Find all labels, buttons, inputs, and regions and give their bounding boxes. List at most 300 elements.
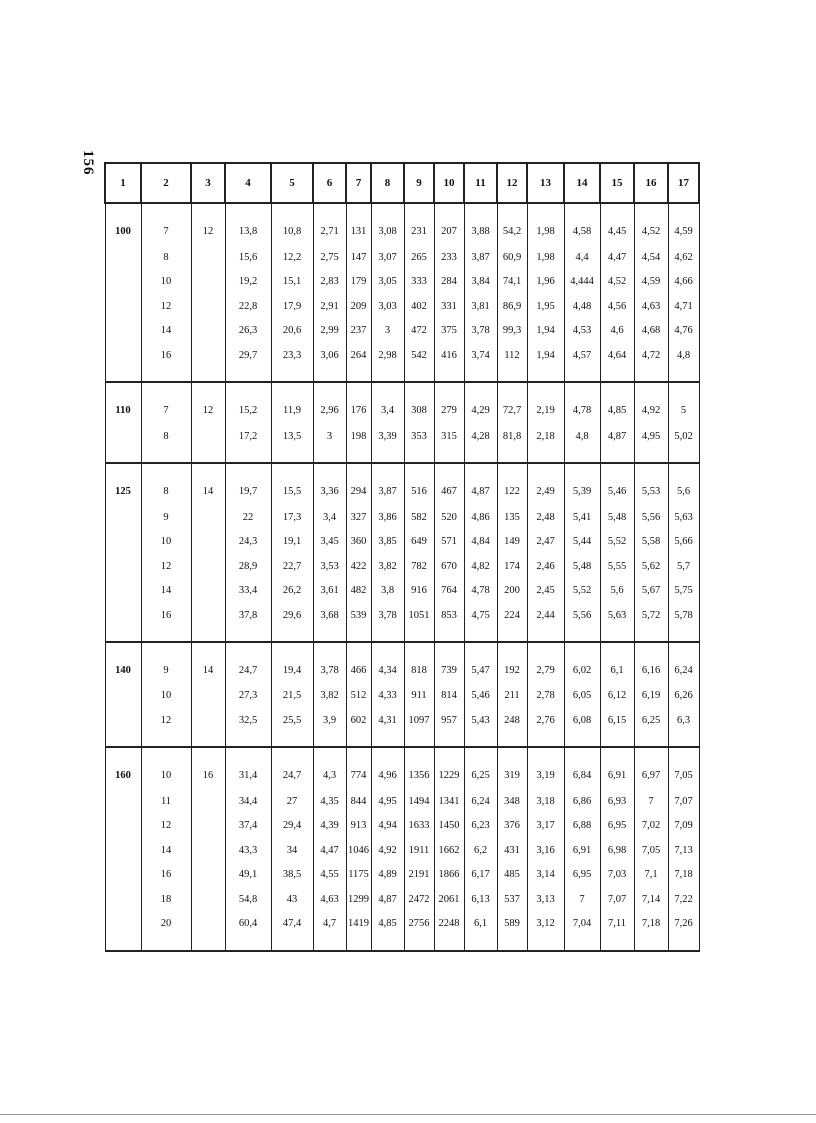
table-cell: 3,82 xyxy=(313,684,346,709)
table-cell-col3 xyxy=(191,319,225,344)
table-cell: 360 xyxy=(346,530,371,555)
table-cell: 485 xyxy=(497,863,527,888)
table-row xyxy=(105,814,699,839)
table-cell-col3 xyxy=(191,888,225,913)
table-cell: 19,1 xyxy=(271,530,313,555)
table-cell: 5,58 xyxy=(634,530,668,555)
table-cell: 911 xyxy=(404,684,434,709)
table-cell: 1,98 xyxy=(527,246,564,271)
table-cell: 86,9 xyxy=(497,295,527,320)
table-cell: 27,3 xyxy=(225,684,271,709)
table-cell-col1: 140 xyxy=(105,642,141,685)
table-row xyxy=(105,530,699,555)
table-cell: 5,7 xyxy=(668,555,699,580)
table-cell-col2: 12 xyxy=(141,709,191,747)
table-cell: 602 xyxy=(346,709,371,747)
table-row xyxy=(105,912,699,951)
table-cell: 131 xyxy=(346,203,371,246)
table-cell: 6,12 xyxy=(600,684,634,709)
table-cell: 20,6 xyxy=(271,319,313,344)
table-cell-col3 xyxy=(191,530,225,555)
table-cell: 818 xyxy=(404,642,434,685)
table-cell: 6,08 xyxy=(564,709,600,747)
table-cell: 4,85 xyxy=(600,382,634,425)
table-cell: 200 xyxy=(497,579,527,604)
table-cell-col3 xyxy=(191,912,225,951)
table-cell-col2: 8 xyxy=(141,425,191,463)
table-cell-col2: 12 xyxy=(141,295,191,320)
table-cell: 1,96 xyxy=(527,270,564,295)
table-cell: 5,62 xyxy=(634,555,668,580)
table-cell: 207 xyxy=(434,203,464,246)
table-cell-col2: 16 xyxy=(141,604,191,642)
table-cell-col3: 12 xyxy=(191,203,225,246)
table-cell: 4,78 xyxy=(564,382,600,425)
table-cell: 1494 xyxy=(404,790,434,815)
table-cell: 4,34 xyxy=(371,642,404,685)
table-cell: 670 xyxy=(434,555,464,580)
table-cell: 231 xyxy=(404,203,434,246)
table-cell: 1341 xyxy=(434,790,464,815)
table-cell-col1 xyxy=(105,506,141,531)
table-cell: 7,04 xyxy=(564,912,600,951)
table-row xyxy=(105,888,699,913)
column-header: 5 xyxy=(271,163,313,203)
table-cell: 3,18 xyxy=(527,790,564,815)
table-cell-col2: 14 xyxy=(141,319,191,344)
table-cell: 2,71 xyxy=(313,203,346,246)
table-cell: 2,44 xyxy=(527,604,564,642)
table-cell: 4,78 xyxy=(464,579,497,604)
table-cell-col3 xyxy=(191,270,225,295)
table-cell: 3,87 xyxy=(371,463,404,506)
table-cell: 3,14 xyxy=(527,863,564,888)
table-cell: 265 xyxy=(404,246,434,271)
table-cell: 211 xyxy=(497,684,527,709)
table-cell: 7,09 xyxy=(668,814,699,839)
table-cell: 5,43 xyxy=(464,709,497,747)
table-row xyxy=(105,246,699,271)
table-cell: 1,94 xyxy=(527,319,564,344)
table-cell: 3,84 xyxy=(464,270,497,295)
table-cell: 2,75 xyxy=(313,246,346,271)
table-cell: 3,61 xyxy=(313,579,346,604)
table-cell: 512 xyxy=(346,684,371,709)
table-cell: 4,33 xyxy=(371,684,404,709)
table-cell-col2: 9 xyxy=(141,506,191,531)
table-cell: 5,56 xyxy=(564,604,600,642)
table-cell: 327 xyxy=(346,506,371,531)
table-cell: 2,48 xyxy=(527,506,564,531)
table-cell: 1046 xyxy=(346,839,371,864)
column-header: 13 xyxy=(527,163,564,203)
table-row xyxy=(105,295,699,320)
table-cell: 539 xyxy=(346,604,371,642)
table-cell: 7,18 xyxy=(668,863,699,888)
table-cell-col2: 9 xyxy=(141,642,191,685)
table-cell: 43,3 xyxy=(225,839,271,864)
table-cell: 3,86 xyxy=(371,506,404,531)
table-cell: 176 xyxy=(346,382,371,425)
table-cell: 1633 xyxy=(404,814,434,839)
table-cell: 4,8 xyxy=(668,344,699,382)
table-cell: 4,39 xyxy=(313,814,346,839)
table-cell: 5,48 xyxy=(600,506,634,531)
table-cell: 739 xyxy=(434,642,464,685)
table-cell: 6,93 xyxy=(600,790,634,815)
table-cell: 26,2 xyxy=(271,579,313,604)
table-cell: 6,25 xyxy=(634,709,668,747)
table-cell: 3,39 xyxy=(371,425,404,463)
table-cell: 4,58 xyxy=(564,203,600,246)
table-cell: 60,4 xyxy=(225,912,271,951)
table-cell: 5,48 xyxy=(564,555,600,580)
table-cell: 5,53 xyxy=(634,463,668,506)
table-cell: 54,8 xyxy=(225,888,271,913)
table-cell: 1097 xyxy=(404,709,434,747)
table-row xyxy=(105,319,699,344)
table-cell-col1: 160 xyxy=(105,747,141,790)
table-cell: 4,62 xyxy=(668,246,699,271)
table-row xyxy=(105,863,699,888)
table-cell: 467 xyxy=(434,463,464,506)
table-cell: 4,57 xyxy=(564,344,600,382)
table-cell: 2,83 xyxy=(313,270,346,295)
table-cell-col2: 10 xyxy=(141,530,191,555)
table-cell: 542 xyxy=(404,344,434,382)
table-cell: 6,24 xyxy=(668,642,699,685)
table-cell-col2: 10 xyxy=(141,747,191,790)
table-cell: 264 xyxy=(346,344,371,382)
table-cell-col2: 14 xyxy=(141,839,191,864)
table-cell: 1450 xyxy=(434,814,464,839)
column-header: 12 xyxy=(497,163,527,203)
table-cell: 4,92 xyxy=(634,382,668,425)
table-cell: 17,2 xyxy=(225,425,271,463)
table-cell: 5,66 xyxy=(668,530,699,555)
table-cell: 3,06 xyxy=(313,344,346,382)
table-cell: 333 xyxy=(404,270,434,295)
table-cell: 6,23 xyxy=(464,814,497,839)
table-cell: 4,31 xyxy=(371,709,404,747)
table-cell: 1051 xyxy=(404,604,434,642)
table-cell: 17,3 xyxy=(271,506,313,531)
table-cell: 7,26 xyxy=(668,912,699,951)
table-cell-col2: 16 xyxy=(141,344,191,382)
table-cell: 3 xyxy=(313,425,346,463)
table-cell: 15,1 xyxy=(271,270,313,295)
table-cell: 5,41 xyxy=(564,506,600,531)
table-cell: 279 xyxy=(434,382,464,425)
table-cell: 4,47 xyxy=(600,246,634,271)
table-cell: 4,6 xyxy=(600,319,634,344)
table-cell: 112 xyxy=(497,344,527,382)
table-cell: 122 xyxy=(497,463,527,506)
table-cell: 248 xyxy=(497,709,527,747)
table-cell: 6,13 xyxy=(464,888,497,913)
table-cell: 2756 xyxy=(404,912,434,951)
table-cell: 782 xyxy=(404,555,434,580)
table-cell: 4,94 xyxy=(371,814,404,839)
table-cell: 3,03 xyxy=(371,295,404,320)
table-cell: 6,05 xyxy=(564,684,600,709)
table-cell: 6,25 xyxy=(464,747,497,790)
table-cell: 1,94 xyxy=(527,344,564,382)
table-cell: 4,64 xyxy=(600,344,634,382)
table-cell: 5 xyxy=(668,382,699,425)
column-header: 4 xyxy=(225,163,271,203)
table-cell: 24,3 xyxy=(225,530,271,555)
table-cell: 4,76 xyxy=(668,319,699,344)
table-cell: 6,15 xyxy=(600,709,634,747)
table-cell: 1662 xyxy=(434,839,464,864)
table-cell-col1 xyxy=(105,319,141,344)
table-cell: 7,13 xyxy=(668,839,699,864)
table-cell: 29,4 xyxy=(271,814,313,839)
table-cell-col3 xyxy=(191,344,225,382)
table-cell: 31,4 xyxy=(225,747,271,790)
table-row xyxy=(105,382,699,425)
table-cell: 4,68 xyxy=(634,319,668,344)
table-cell: 224 xyxy=(497,604,527,642)
table-cell: 814 xyxy=(434,684,464,709)
table-cell: 7,07 xyxy=(600,888,634,913)
table-cell: 4,7 xyxy=(313,912,346,951)
table-cell: 466 xyxy=(346,642,371,685)
column-header: 6 xyxy=(313,163,346,203)
table-cell-col3 xyxy=(191,295,225,320)
table-cell: 2,96 xyxy=(313,382,346,425)
table-cell: 209 xyxy=(346,295,371,320)
column-header: 10 xyxy=(434,163,464,203)
table-cell-col2: 10 xyxy=(141,270,191,295)
table-cell-col2: 7 xyxy=(141,203,191,246)
table-cell: 472 xyxy=(404,319,434,344)
table-cell: 2,99 xyxy=(313,319,346,344)
table-cell: 192 xyxy=(497,642,527,685)
table-cell: 4,54 xyxy=(634,246,668,271)
table-cell: 174 xyxy=(497,555,527,580)
table-cell-col3 xyxy=(191,709,225,747)
table-cell: 7,18 xyxy=(634,912,668,951)
table-cell: 149 xyxy=(497,530,527,555)
column-header: 7 xyxy=(346,163,371,203)
table-cell: 3,82 xyxy=(371,555,404,580)
table-cell: 3,45 xyxy=(313,530,346,555)
table-cell-col1 xyxy=(105,270,141,295)
table-cell: 29,6 xyxy=(271,604,313,642)
table-row xyxy=(105,463,699,506)
table-cell: 2,49 xyxy=(527,463,564,506)
table-cell: 5,39 xyxy=(564,463,600,506)
table-cell: 331 xyxy=(434,295,464,320)
table-cell: 5,46 xyxy=(600,463,634,506)
table-cell: 284 xyxy=(434,270,464,295)
table-row xyxy=(105,839,699,864)
table-cell: 32,5 xyxy=(225,709,271,747)
table-cell: 6,86 xyxy=(564,790,600,815)
table-cell: 19,2 xyxy=(225,270,271,295)
page-number: 156 xyxy=(80,150,96,176)
table-cell-col3: 16 xyxy=(191,747,225,790)
table-cell: 764 xyxy=(434,579,464,604)
table-cell: 6,19 xyxy=(634,684,668,709)
column-header: 2 xyxy=(141,163,191,203)
table-cell: 33,4 xyxy=(225,579,271,604)
table-cell-col2: 7 xyxy=(141,382,191,425)
table-cell-col1: 125 xyxy=(105,463,141,506)
table-cell: 3,68 xyxy=(313,604,346,642)
table-cell-col2: 16 xyxy=(141,863,191,888)
table-cell: 2,46 xyxy=(527,555,564,580)
table-cell-col3: 12 xyxy=(191,382,225,425)
table-cell-col1 xyxy=(105,246,141,271)
table-cell: 2,78 xyxy=(527,684,564,709)
table-cell-col1: 110 xyxy=(105,382,141,425)
table-cell: 2191 xyxy=(404,863,434,888)
table-cell: 6,98 xyxy=(600,839,634,864)
table-cell-col3 xyxy=(191,425,225,463)
table-cell: 4,86 xyxy=(464,506,497,531)
table-cell-col3 xyxy=(191,839,225,864)
table-cell: 147 xyxy=(346,246,371,271)
table-cell-col3 xyxy=(191,863,225,888)
table-cell: 3,78 xyxy=(371,604,404,642)
table-cell: 25,5 xyxy=(271,709,313,747)
table-row xyxy=(105,604,699,642)
table-cell: 2061 xyxy=(434,888,464,913)
column-header: 3 xyxy=(191,163,225,203)
table-cell: 3,85 xyxy=(371,530,404,555)
table-cell: 416 xyxy=(434,344,464,382)
table-cell: 233 xyxy=(434,246,464,271)
table-cell: 516 xyxy=(404,463,434,506)
table-cell-col3 xyxy=(191,814,225,839)
table-cell: 2,98 xyxy=(371,344,404,382)
table-row xyxy=(105,709,699,747)
table-cell: 913 xyxy=(346,814,371,839)
table-cell: 649 xyxy=(404,530,434,555)
table-cell-col3 xyxy=(191,506,225,531)
table-cell: 12,2 xyxy=(271,246,313,271)
table-cell: 7,05 xyxy=(668,747,699,790)
table-cell: 4,53 xyxy=(564,319,600,344)
table-cell: 198 xyxy=(346,425,371,463)
table-cell: 54,2 xyxy=(497,203,527,246)
table-cell: 6,91 xyxy=(564,839,600,864)
table-cell: 5,52 xyxy=(600,530,634,555)
table-cell: 26,3 xyxy=(225,319,271,344)
table-cell: 2,91 xyxy=(313,295,346,320)
table-cell: 34,4 xyxy=(225,790,271,815)
table-cell: 237 xyxy=(346,319,371,344)
table-cell-col1 xyxy=(105,344,141,382)
table-cell: 1356 xyxy=(404,747,434,790)
table-cell: 6,95 xyxy=(600,814,634,839)
table-cell: 4,59 xyxy=(668,203,699,246)
table-cell: 376 xyxy=(497,814,527,839)
table-cell: 4,92 xyxy=(371,839,404,864)
table-cell: 3,4 xyxy=(371,382,404,425)
column-header: 9 xyxy=(404,163,434,203)
table-cell-col2: 18 xyxy=(141,888,191,913)
header-row xyxy=(105,163,699,203)
column-header: 14 xyxy=(564,163,600,203)
table-cell: 422 xyxy=(346,555,371,580)
table-cell: 7,14 xyxy=(634,888,668,913)
table-cell-col3 xyxy=(191,790,225,815)
table-row xyxy=(105,506,699,531)
bottom-rule xyxy=(0,1114,816,1115)
table-cell: 4,52 xyxy=(600,270,634,295)
column-header: 17 xyxy=(668,163,699,203)
table-cell: 27 xyxy=(271,790,313,815)
table-cell: 81,8 xyxy=(497,425,527,463)
table-cell: 957 xyxy=(434,709,464,747)
table-cell: 3,9 xyxy=(313,709,346,747)
table-cell: 6,1 xyxy=(464,912,497,951)
table-cell: 3,87 xyxy=(464,246,497,271)
table-cell: 22 xyxy=(225,506,271,531)
table-cell-col3 xyxy=(191,604,225,642)
table-cell: 74,1 xyxy=(497,270,527,295)
data-table-container xyxy=(104,162,698,952)
table-cell: 24,7 xyxy=(271,747,313,790)
table-cell: 1229 xyxy=(434,747,464,790)
table-cell: 5,56 xyxy=(634,506,668,531)
table-cell-col1 xyxy=(105,555,141,580)
table-cell-col2: 20 xyxy=(141,912,191,951)
table-cell: 353 xyxy=(404,425,434,463)
table-cell: 1866 xyxy=(434,863,464,888)
table-cell: 5,78 xyxy=(668,604,699,642)
table-cell: 315 xyxy=(434,425,464,463)
table-cell: 3,16 xyxy=(527,839,564,864)
table-cell: 3,74 xyxy=(464,344,497,382)
table-row xyxy=(105,555,699,580)
table-cell: 7 xyxy=(634,790,668,815)
table-cell: 4,444 xyxy=(564,270,600,295)
table-cell-col1 xyxy=(105,888,141,913)
table-cell: 19,4 xyxy=(271,642,313,685)
table-cell: 21,5 xyxy=(271,684,313,709)
table-cell: 774 xyxy=(346,747,371,790)
table-row xyxy=(105,790,699,815)
table-cell: 1911 xyxy=(404,839,434,864)
column-header: 11 xyxy=(464,163,497,203)
table-cell: 4,63 xyxy=(634,295,668,320)
table-cell: 5,63 xyxy=(600,604,634,642)
table-cell-col1: 100 xyxy=(105,203,141,246)
table-cell: 7,05 xyxy=(634,839,668,864)
table-cell: 482 xyxy=(346,579,371,604)
table-cell: 6,88 xyxy=(564,814,600,839)
table-cell: 1419 xyxy=(346,912,371,951)
table-cell-col1 xyxy=(105,912,141,951)
table-cell-col3 xyxy=(191,684,225,709)
table-body xyxy=(105,203,699,951)
table-cell: 179 xyxy=(346,270,371,295)
table-cell-col1 xyxy=(105,295,141,320)
table-cell-col1 xyxy=(105,709,141,747)
table-cell: 4,84 xyxy=(464,530,497,555)
table-cell: 4,63 xyxy=(313,888,346,913)
table-cell: 5,46 xyxy=(464,684,497,709)
table-cell: 4,82 xyxy=(464,555,497,580)
table-cell: 6,95 xyxy=(564,863,600,888)
table-cell: 6,26 xyxy=(668,684,699,709)
table-cell: 60,9 xyxy=(497,246,527,271)
